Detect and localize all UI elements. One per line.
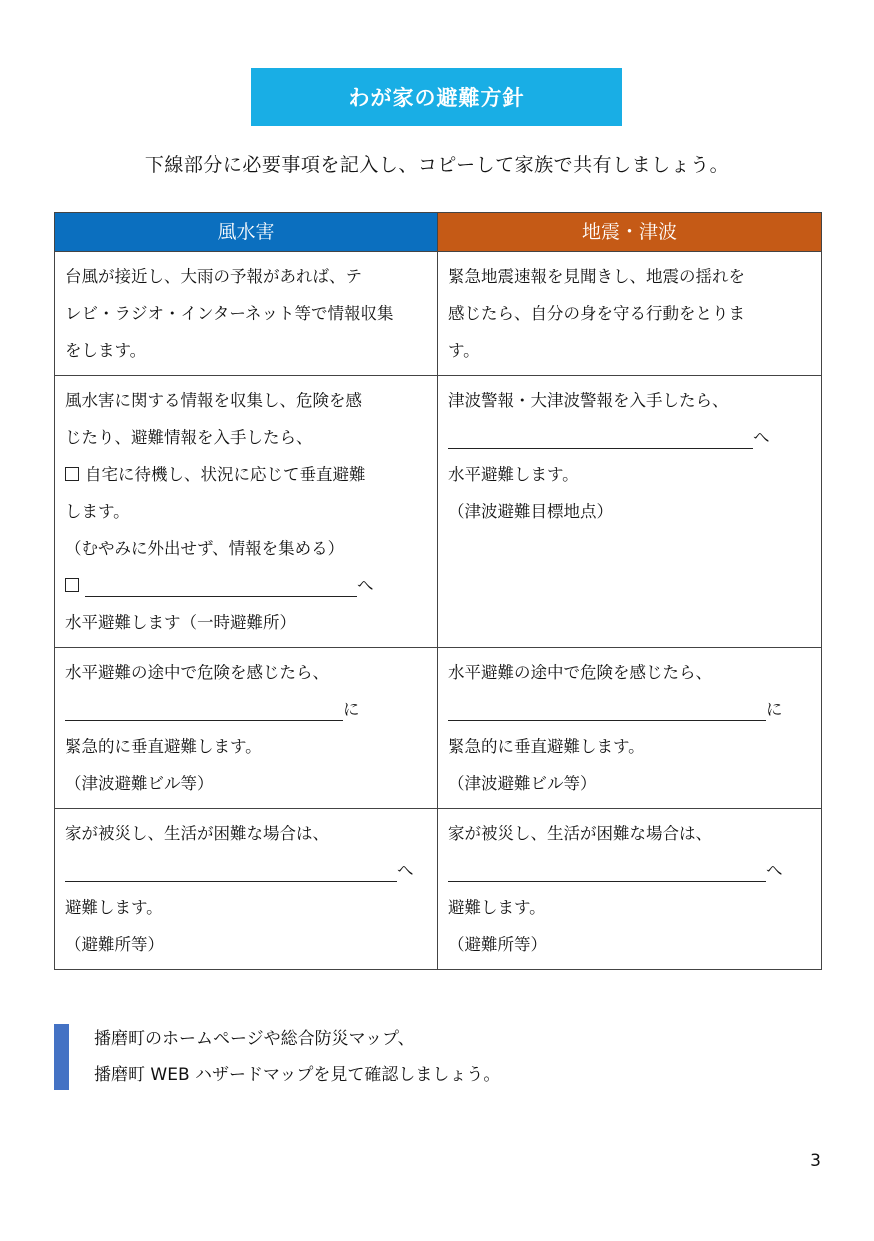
cell-line: す。 bbox=[448, 341, 480, 360]
table-row bbox=[55, 809, 822, 970]
row3-quake-cell bbox=[438, 648, 822, 809]
cell-line bbox=[448, 852, 813, 889]
table-row bbox=[55, 252, 822, 376]
cell-line: 緊急的に垂直避難します。 bbox=[448, 737, 645, 756]
row4-quake-cell bbox=[438, 809, 822, 970]
cell-line: 水平避難の途中で危険を感じたら、 bbox=[65, 663, 329, 682]
header-earthquake-tsunami: 地震・津波 bbox=[438, 213, 822, 252]
row3-wind-cell bbox=[55, 648, 438, 809]
cell-line: （津波避難ビル等） bbox=[65, 774, 214, 793]
cell-line: レビ・ラジオ・インターネット等で情報収集 bbox=[65, 304, 394, 323]
row1-wind-cell bbox=[55, 252, 438, 376]
row4-wind-cell bbox=[55, 809, 438, 970]
cell-line: 家が被災し、生活が困難な場合は、 bbox=[448, 824, 712, 843]
note-text bbox=[94, 1021, 500, 1093]
cell-text: 自宅に待機し、状況に応じて垂直避難 bbox=[85, 465, 366, 484]
option-horizontal-evacuation bbox=[65, 567, 429, 604]
cell-line: 避難します。 bbox=[448, 898, 546, 917]
cell-line: （避難所等） bbox=[65, 935, 164, 954]
cell-text: へ bbox=[357, 576, 374, 595]
fill-in-blank[interactable] bbox=[448, 859, 766, 882]
fill-in-blank[interactable] bbox=[448, 426, 753, 449]
cell-line: します。 bbox=[65, 502, 130, 521]
table-header-row bbox=[55, 213, 822, 252]
cell-line: 風水害に関する情報を収集し、危険を感 bbox=[65, 391, 362, 410]
cell-line: 緊急的に垂直避難します。 bbox=[65, 737, 262, 756]
cell-line: 感じたら、自分の身を守る行動をとりま bbox=[448, 304, 745, 323]
fill-in-blank[interactable] bbox=[65, 859, 397, 882]
cell-line: 水平避難の途中で危険を感じたら、 bbox=[448, 663, 712, 682]
cell-line: 緊急地震速報を見聞きし、地震の揺れを bbox=[448, 267, 745, 286]
instruction-text: 下線部分に必要事項を記入し、コピーして家族で共有しましょう。 bbox=[144, 154, 730, 176]
cell-text: へ bbox=[766, 861, 783, 880]
cell-line: （津波避難目標地点） bbox=[448, 502, 613, 521]
cell-line: 台風が接近し、大雨の予報があれば、テ bbox=[65, 267, 362, 286]
cell-text: へ bbox=[397, 861, 414, 880]
cell-line: （津波避難ビル等） bbox=[448, 774, 597, 793]
cell-text: に bbox=[766, 700, 783, 719]
cell-line bbox=[448, 691, 813, 728]
evacuation-plan-table bbox=[54, 212, 822, 970]
cell-line: じたり、避難情報を入手したら、 bbox=[65, 428, 313, 447]
cell-line: 水平避難します（一時避難所） bbox=[65, 613, 296, 632]
option-shelter-in-place bbox=[65, 456, 429, 493]
cell-line: （むやみに外出せず、情報を集める） bbox=[65, 539, 345, 558]
cell-line bbox=[65, 852, 429, 889]
cell-text: へ bbox=[753, 428, 770, 447]
fill-in-blank[interactable] bbox=[85, 574, 357, 597]
table-row bbox=[55, 648, 822, 809]
cell-line: 津波警報・大津波警報を入手したら、 bbox=[448, 391, 729, 410]
row1-quake-cell bbox=[438, 252, 822, 376]
checkbox-horizontal-evacuation[interactable] bbox=[65, 578, 79, 592]
row2-quake-cell bbox=[438, 376, 822, 648]
cell-line bbox=[65, 691, 429, 728]
note-line: 播磨町のホームページや総合防災マップ、 bbox=[94, 1029, 415, 1049]
cell-line: をします。 bbox=[65, 341, 147, 360]
cell-line: 家が被災し、生活が困難な場合は、 bbox=[65, 824, 329, 843]
cell-text: に bbox=[343, 700, 360, 719]
row2-wind-cell bbox=[55, 376, 438, 648]
page-number: 3 bbox=[810, 1151, 821, 1171]
cell-line: 避難します。 bbox=[65, 898, 163, 917]
header-wind-flood: 風水害 bbox=[55, 213, 438, 252]
note-line: 播磨町 WEB ハザードマップを見て確認しましょう。 bbox=[94, 1065, 501, 1085]
cell-line bbox=[448, 419, 813, 456]
fill-in-blank[interactable] bbox=[65, 698, 343, 721]
cell-line: （避難所等） bbox=[448, 935, 547, 954]
cell-line: 水平避難します。 bbox=[448, 465, 579, 484]
page-title: わが家の避難方針 bbox=[251, 68, 622, 126]
fill-in-blank[interactable] bbox=[448, 698, 766, 721]
checkbox-shelter-in-place[interactable] bbox=[65, 467, 79, 481]
note-accent-bar bbox=[54, 1024, 69, 1090]
table-row bbox=[55, 376, 822, 648]
